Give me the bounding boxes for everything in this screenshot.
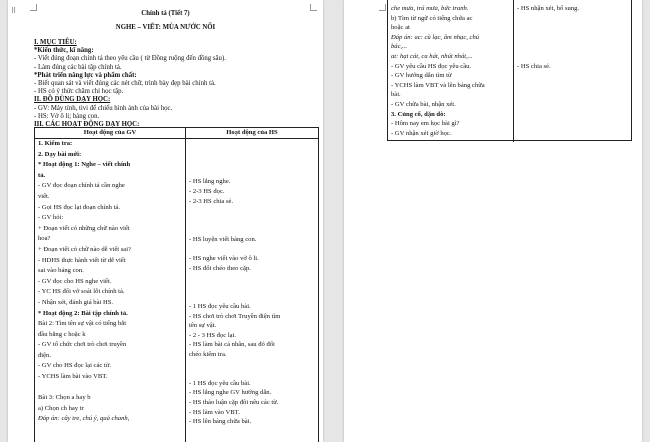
text-line: - HS: Vở ô li; bảng con. (34, 112, 100, 120)
page-title: Chính tả (Tiết 7) (141, 10, 190, 17)
text-line: - HS lắng nghe. (189, 178, 231, 186)
text-line: viết. (38, 192, 50, 200)
text-line: - Làm đúng các bài tập chính tả. (34, 63, 122, 71)
text-line: tả. (38, 171, 46, 179)
text-line (517, 23, 629, 33)
text-line: + Đoạn viết có chữ nào dễ viết sai? (38, 245, 131, 253)
text-line (517, 42, 629, 52)
text-line: - Nhận xét, đánh giá bài HS. (38, 298, 114, 306)
text-line: che mưa, trú mưa, bức tranh. (391, 5, 469, 12)
text-line: - HDHS thực hành viết từ dễ viết (38, 256, 126, 264)
text-line: III. CÁC HOẠT ĐỘNG DẠY HỌC: (34, 120, 140, 128)
text-line (189, 216, 317, 226)
text-line (189, 158, 317, 168)
text-line (517, 33, 629, 43)
text-line: - YC HS đổi vở soát lỗi chính tả. (38, 288, 125, 296)
text-line: - GV đọc đoạn chính tả cần nghe (38, 182, 125, 190)
text-line: b) Tìm từ ngữ có tiếng chứa ac (391, 14, 473, 22)
column-divider (185, 128, 186, 442)
document-page-2 (344, 0, 642, 442)
text-line: Đáp án: cây tre, chú ý, quả chanh, (38, 415, 130, 423)
text-line: *Phát triển năng lực và phẩm chất: (34, 71, 137, 79)
text-line: - HS có ý thức chăm chỉ học tập. (34, 88, 124, 96)
text-line (517, 52, 629, 62)
column-divider (513, 0, 514, 142)
text-line: - HS chia sẻ. (517, 62, 551, 70)
text-line: - YCHS làm bài vào VBT. (38, 373, 108, 381)
text-line: - HS nhận xét, bổ sung. (517, 5, 580, 12)
activities-table (34, 127, 319, 442)
text-line: * Hoạt động 2: Bài tập chính tả. (38, 309, 128, 317)
text-line: bài. (391, 91, 401, 99)
text-line (189, 293, 317, 303)
text-line: - HS thảo luận cặp đôi nêu các từ. (189, 399, 279, 407)
text-line: hoa? (38, 235, 51, 243)
text-line: at: hạt cát, ca hát, nhút nhát,... (391, 52, 473, 60)
text-line: - 1 HS đọc yêu cầu bài. (189, 379, 251, 387)
text-line (189, 245, 317, 255)
text-line (189, 225, 317, 235)
text-line (189, 139, 317, 149)
text-line: - GV chữa bài, nhận xét. (391, 100, 456, 108)
text-line: + Đoạn viết có những chữ nào viết (38, 224, 130, 232)
text-line (189, 360, 317, 370)
text-line: a) Chọn ch hay tr (38, 404, 84, 412)
hs-column (189, 139, 317, 427)
gv-column (38, 139, 184, 425)
text-line: - GV: Máy tính, tivi để chiếu hình ảnh của bài học. (34, 104, 173, 112)
text-line: 1. Kiểm tra: (38, 140, 73, 147)
text-line: - 2-3 HS đọc. (189, 187, 225, 195)
lesson-body (34, 39, 314, 129)
text-line: điện. (38, 351, 52, 359)
text-line: - HS nghe viết vào vở ô li. (189, 255, 259, 263)
text-line: - HS làm vào VBT. (189, 408, 240, 416)
text-line: - HS đổi chéo theo cặp. (189, 264, 251, 272)
header-hs: Hoạt động của HS (226, 129, 278, 136)
text-line: 2. Dạy bài mới: (38, 150, 82, 158)
text-line (38, 383, 184, 394)
text-line: *Kiến thức, kĩ năng: (34, 47, 94, 55)
text-line: tên sự vật. (189, 322, 217, 330)
text-line (189, 369, 317, 379)
text-line (189, 273, 317, 283)
text-line (517, 14, 629, 24)
text-line: - HS luyện viết bảng con. (189, 235, 257, 243)
header-gv: Hoạt động của GV (83, 129, 137, 136)
text-line: sai vào bảng con. (38, 267, 84, 275)
text-line: - GV hỏi: (38, 214, 64, 222)
text-line: - HS lên bảng chữa bài. (189, 418, 252, 426)
text-line: Đáp án: ac: cù lạc, âm nhạc, chú (391, 33, 480, 41)
text-line (189, 283, 317, 293)
text-line (189, 149, 317, 159)
text-line: hoặc at (391, 24, 410, 32)
text-line: - 2 - 3 HS đọc lại. (189, 331, 237, 339)
text-line: - 1 HS đọc yêu cầu bài. (189, 303, 251, 311)
text-line (189, 168, 317, 178)
text-line: Bài 2: Tìm tên sự vật có tiếng bắt (38, 320, 127, 328)
text-line: - GV nhận xét giờ học. (391, 129, 452, 137)
text-line: - Viết đúng đoạn chính tả theo yêu cầu ( từ Đồng ruộng đến đồng sâu). (34, 55, 226, 63)
text-line: - Hôm nay em học bài gì? (391, 120, 460, 128)
text-line: II. ĐỒ DÙNG DẠY HỌC: (34, 96, 111, 104)
text-line: - Gọi HS đọc lại đoạn chính tả. (38, 203, 121, 211)
text-line: - Biết quan sát và viết đúng các nét chữ, trình bày đẹp bài chính tả. (34, 79, 216, 87)
text-line: bác,... (391, 43, 408, 51)
text-line: - YCHS làm VBT và lên bảng chữa (391, 81, 485, 89)
text-line: - GV yêu cầu HS đọc yêu cầu. (391, 62, 472, 70)
text-line (189, 206, 317, 216)
text-line: - 2-3 HS chia sẻ. (189, 197, 234, 205)
table-move-handle-icon[interactable]: ⠿ (11, 7, 16, 15)
text-line: - HS chơi trò chơi Truyền điện tìm (189, 312, 281, 320)
lesson-subtitle: NGHE – VIẾT: MÙA NƯỚC NỔI (115, 24, 216, 31)
text-line: 3. Củng cố, dặn dò: (391, 110, 446, 118)
text-line: - GV cho HS đọc lại các từ. (38, 362, 112, 370)
text-line: - HS lắng nghe GV hướng dẫn. (189, 389, 272, 397)
document-page-1 (8, 0, 323, 442)
text-line: đầu bằng c hoặc k (38, 330, 86, 338)
text-line: * Hoạt động 1: Nghe – viết chính (38, 161, 131, 169)
text-line: - GV đọc cho HS nghe viết. (38, 277, 112, 285)
text-line: chéo kiểm tra. (189, 351, 227, 359)
gv-column (391, 4, 512, 138)
hs-column (517, 4, 629, 71)
text-line: I. MỤC TIÊU: (34, 39, 77, 46)
text-line: - GV hướng dẫn tìm từ (391, 72, 452, 80)
text-line: - GV tổ chức chơi trò chơi truyền (38, 341, 127, 349)
text-line: - HS làm bài cá nhân, sau đó đổi (189, 341, 275, 349)
text-line: Bài 3: Chọn a hay b (38, 394, 91, 402)
activities-table-continued (387, 0, 632, 141)
crop-mark (379, 4, 386, 11)
